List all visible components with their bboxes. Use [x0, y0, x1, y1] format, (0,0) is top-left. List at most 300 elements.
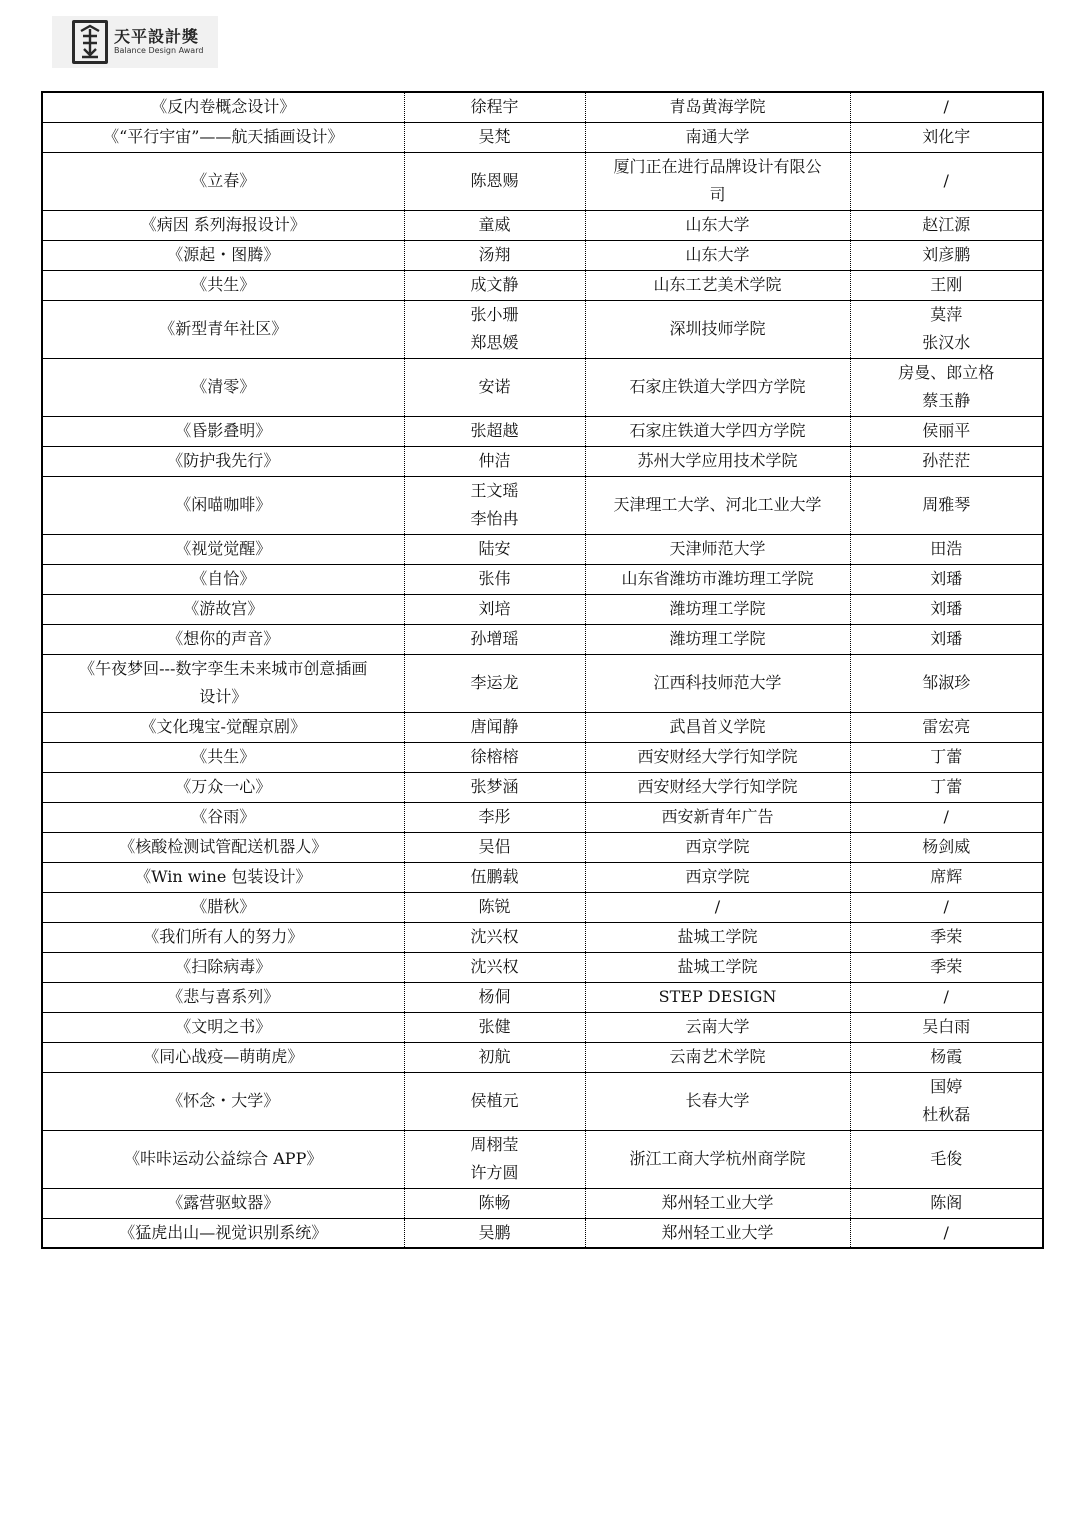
cell-advisors: [850, 1042, 1043, 1072]
school-text: 深圳技师学院: [669, 319, 766, 338]
work-text: 《新型青年社区》: [159, 319, 288, 338]
school-text: 西京学院: [685, 867, 750, 886]
work-text: 《文化瑰宝-觉醒京剧》: [140, 717, 306, 736]
advisors-text: 周雅琴: [922, 495, 971, 514]
cell-school: [585, 240, 850, 270]
table-row: [42, 712, 1043, 742]
advisors-text: 季荣: [930, 957, 963, 976]
table-row: [42, 358, 1043, 416]
authors-text: 陆安: [478, 539, 511, 558]
cell-school: [585, 1042, 850, 1072]
school-text: 厦门正在进行品牌设计有限公: [613, 157, 822, 176]
authors-text: 许方圆: [470, 1163, 519, 1182]
table-row: [42, 1042, 1043, 1072]
cell-authors: [404, 534, 585, 564]
cell-authors: [404, 240, 585, 270]
table-row: [42, 1072, 1043, 1130]
authors-text: 郑思媛: [470, 333, 519, 352]
cell-authors: [404, 1218, 585, 1248]
cell-school: [585, 92, 850, 122]
advisors-text: 刘璠: [930, 599, 963, 618]
work-text: 《想你的声音》: [167, 629, 280, 648]
cell-school: [585, 1218, 850, 1248]
advisors-text: 刘化宇: [922, 127, 971, 146]
cell-authors: [404, 594, 585, 624]
advisors-text: 刘璠: [930, 569, 963, 588]
school-text: 浙江工商大学杭州商学院: [629, 1149, 806, 1168]
advisors-text: 刘彦鹏: [922, 245, 971, 264]
cell-authors: [404, 564, 585, 594]
authors-text: 徐程宇: [470, 97, 519, 117]
authors-text: 侯植元: [470, 1091, 519, 1110]
work-text: 《猛虎出山—视觉识别系统》: [119, 1222, 328, 1242]
cell-work: [42, 1042, 404, 1072]
school-text: 长春大学: [685, 1091, 750, 1110]
work-text: 《反内卷概念设计》: [151, 97, 296, 117]
cell-authors: [404, 922, 585, 952]
cell-school: [585, 712, 850, 742]
cell-advisors: [850, 300, 1043, 358]
advisors-text: 邹淑珍: [922, 673, 971, 692]
authors-text: 刘培: [478, 599, 511, 618]
cell-advisors: [850, 982, 1043, 1012]
cell-advisors: [850, 1072, 1043, 1130]
table-row: [42, 982, 1043, 1012]
table-row: [42, 240, 1043, 270]
cell-school: [585, 152, 850, 210]
authors-text: 吴鹏: [478, 1222, 511, 1242]
authors-text: 张超越: [470, 421, 519, 440]
cell-school: [585, 534, 850, 564]
cell-work: [42, 1188, 404, 1218]
cell-work: [42, 982, 404, 1012]
authors-text: 唐闻静: [470, 717, 519, 736]
table-row: [42, 1012, 1043, 1042]
advisors-text: 丁蕾: [930, 747, 963, 766]
cell-advisors: [850, 1130, 1043, 1188]
table-row: [42, 802, 1043, 832]
table-row: [42, 862, 1043, 892]
cell-authors: [404, 982, 585, 1012]
cell-work: [42, 742, 404, 772]
work-text: 设计》: [199, 687, 248, 706]
cell-authors: [404, 1042, 585, 1072]
table-row: [42, 210, 1043, 240]
work-text: 《文明之书》: [175, 1017, 272, 1036]
advisors-text: 丁蕾: [930, 777, 963, 796]
cell-advisors: [850, 594, 1043, 624]
cell-work: [42, 270, 404, 300]
table-row: [42, 300, 1043, 358]
cell-work: [42, 654, 404, 712]
advisors-text: 张汉水: [922, 333, 971, 352]
table-row: [42, 92, 1043, 122]
authors-text: 安诺: [478, 377, 511, 396]
cell-advisors: [850, 712, 1043, 742]
table-row: [42, 534, 1043, 564]
school-text: 石家庄铁道大学四方学院: [629, 421, 806, 440]
cell-school: [585, 922, 850, 952]
cell-authors: [404, 624, 585, 654]
cell-work: [42, 416, 404, 446]
cell-school: [585, 564, 850, 594]
authors-text: 李彤: [478, 807, 511, 826]
cell-advisors: [850, 210, 1043, 240]
cell-school: [585, 594, 850, 624]
work-text: 《扫除病毒》: [175, 957, 272, 976]
authors-text: 童威: [478, 215, 511, 234]
cell-advisors: [850, 446, 1043, 476]
work-text: 《Win wine 包装设计》: [135, 867, 312, 886]
cell-authors: [404, 358, 585, 416]
school-text: 潍坊理工学院: [669, 599, 766, 618]
table-row: [42, 446, 1043, 476]
cell-school: [585, 1072, 850, 1130]
school-text: 石家庄铁道大学四方学院: [629, 377, 806, 396]
work-text: 《悲与喜系列》: [167, 987, 280, 1006]
cell-work: [42, 1218, 404, 1248]
advisors-text: 国婷: [930, 1077, 963, 1096]
authors-text: 沈兴权: [470, 927, 519, 946]
school-text: 盐城工学院: [677, 957, 758, 976]
cell-work: [42, 952, 404, 982]
cell-school: [585, 358, 850, 416]
authors-text: 张健: [478, 1017, 511, 1036]
cell-authors: [404, 300, 585, 358]
cell-authors: [404, 1072, 585, 1130]
table-row: [42, 122, 1043, 152]
advisors-text: /: [943, 1222, 949, 1242]
cell-advisors: [850, 152, 1043, 210]
cell-authors: [404, 416, 585, 446]
authors-text: 仲洁: [478, 451, 511, 470]
table-row: [42, 654, 1043, 712]
advisors-text: 侯丽平: [922, 421, 971, 440]
cell-work: [42, 152, 404, 210]
awards-table-body: [42, 92, 1043, 1248]
work-text: 《共生》: [191, 747, 256, 766]
authors-text: 李怡冉: [470, 509, 519, 528]
authors-text: 初航: [478, 1047, 511, 1066]
work-text: 《露营驱蚊器》: [167, 1193, 280, 1212]
cell-advisors: [850, 832, 1043, 862]
cell-school: [585, 802, 850, 832]
cell-authors: [404, 476, 585, 534]
advisors-text: /: [943, 97, 949, 117]
cell-advisors: [850, 772, 1043, 802]
cell-authors: [404, 712, 585, 742]
authors-text: 张小珊: [470, 305, 519, 324]
cell-work: [42, 210, 404, 240]
school-text: 西安新青年广告: [661, 807, 774, 826]
cell-authors: [404, 654, 585, 712]
advisors-text: 田浩: [930, 539, 963, 558]
logo-title: 天平設計獎: [114, 27, 200, 46]
school-text: 西安财经大学行知学院: [637, 777, 798, 796]
authors-text: 张伟: [478, 569, 511, 588]
work-text: 《核酸检测试管配送机器人》: [119, 837, 328, 856]
cell-school: [585, 892, 850, 922]
cell-work: [42, 446, 404, 476]
cell-work: [42, 922, 404, 952]
cell-advisors: [850, 624, 1043, 654]
work-text: 《同心战疫—萌萌虎》: [143, 1047, 304, 1066]
authors-text: 汤翔: [478, 245, 511, 264]
cell-advisors: [850, 952, 1043, 982]
school-text: 潍坊理工学院: [669, 629, 766, 648]
cell-school: [585, 210, 850, 240]
advisors-text: 席辉: [930, 867, 963, 886]
authors-text: 吴梵: [478, 127, 511, 146]
advisors-text: /: [943, 171, 949, 190]
table-row: [42, 476, 1043, 534]
advisors-text: 孙茫茫: [922, 451, 971, 470]
cell-work: [42, 624, 404, 654]
advisors-text: 刘璠: [930, 629, 963, 648]
balance-logo-icon: [72, 20, 108, 64]
school-text: 郑州轻工业大学: [661, 1193, 774, 1212]
cell-work: [42, 240, 404, 270]
table-row: [42, 952, 1043, 982]
cell-work: [42, 594, 404, 624]
logo-subtitle: Balance Design Award: [114, 46, 204, 55]
school-text: 西安财经大学行知学院: [637, 747, 798, 766]
advisors-text: 蔡玉静: [922, 391, 971, 410]
awards-table: [41, 91, 1044, 1249]
work-text: 《视觉觉醒》: [175, 539, 272, 558]
advisors-text: /: [943, 807, 949, 826]
cell-authors: [404, 92, 585, 122]
cell-school: [585, 624, 850, 654]
cell-work: [42, 802, 404, 832]
cell-school: [585, 476, 850, 534]
authors-text: 陈畅: [478, 1193, 511, 1212]
work-text: 《腊秋》: [191, 897, 256, 916]
school-text: 天津理工大学、河北工业大学: [613, 495, 822, 514]
table-row: [42, 564, 1043, 594]
cell-school: [585, 742, 850, 772]
authors-text: 吴侣: [478, 837, 511, 856]
work-text: 《谷雨》: [191, 807, 256, 826]
cell-advisors: [850, 742, 1043, 772]
school-text: /: [714, 897, 721, 916]
table-row: [42, 922, 1043, 952]
cell-school: [585, 416, 850, 446]
cell-work: [42, 832, 404, 862]
cell-authors: [404, 1188, 585, 1218]
work-text: 《病因 系列海报设计》: [140, 215, 306, 234]
cell-school: [585, 832, 850, 862]
school-text: 云南艺术学院: [669, 1047, 766, 1066]
work-text: 《共生》: [191, 275, 256, 294]
cell-work: [42, 862, 404, 892]
cell-work: [42, 300, 404, 358]
table-row: [42, 270, 1043, 300]
table-row: [42, 832, 1043, 862]
cell-advisors: [850, 862, 1043, 892]
work-text: 《防护我先行》: [167, 451, 280, 470]
cell-authors: [404, 832, 585, 862]
cell-work: [42, 476, 404, 534]
advisors-text: 陈阁: [930, 1193, 963, 1212]
school-text: 武昌首义学院: [669, 717, 766, 736]
cell-school: [585, 446, 850, 476]
authors-text: 张梦涵: [470, 777, 519, 796]
cell-authors: [404, 1130, 585, 1188]
authors-text: 王文瑶: [470, 481, 519, 500]
school-text: 青岛黄海学院: [669, 97, 766, 117]
advisors-text: 莫萍: [930, 305, 963, 324]
cell-authors: [404, 152, 585, 210]
cell-school: [585, 122, 850, 152]
advisors-text: 王刚: [930, 275, 963, 294]
cell-authors: [404, 122, 585, 152]
cell-work: [42, 358, 404, 416]
cell-advisors: [850, 892, 1043, 922]
work-text: 《午夜梦回---数字孪生未来城市创意插画: [79, 659, 368, 678]
work-text: 《昏影叠明》: [175, 421, 272, 440]
school-text: 郑州轻工业大学: [661, 1222, 774, 1242]
advisors-text: 杜秋磊: [922, 1105, 971, 1124]
cell-advisors: [850, 1012, 1043, 1042]
cell-work: [42, 1130, 404, 1188]
authors-text: 伍鹏载: [470, 867, 519, 886]
school-text: 山东大学: [685, 245, 750, 264]
cell-authors: [404, 270, 585, 300]
school-text: 司: [709, 185, 726, 204]
advisors-text: 吴白雨: [922, 1017, 971, 1036]
cell-work: [42, 892, 404, 922]
school-text: STEP DESIGN: [658, 987, 777, 1006]
table-row: [42, 624, 1043, 654]
school-text: 云南大学: [685, 1017, 750, 1036]
cell-authors: [404, 1012, 585, 1042]
cell-work: [42, 1012, 404, 1042]
advisors-text: 毛俊: [930, 1149, 963, 1168]
work-text: 《源起・图腾》: [167, 245, 280, 264]
cell-advisors: [850, 476, 1043, 534]
table-row: [42, 594, 1043, 624]
cell-work: [42, 92, 404, 122]
cell-advisors: [850, 122, 1043, 152]
cell-school: [585, 654, 850, 712]
cell-authors: [404, 742, 585, 772]
cell-school: [585, 270, 850, 300]
cell-advisors: [850, 1218, 1043, 1248]
authors-text: 杨侗: [478, 987, 511, 1006]
cell-authors: [404, 952, 585, 982]
school-text: 西京学院: [685, 837, 750, 856]
cell-school: [585, 1130, 850, 1188]
advisors-text: 赵江源: [922, 215, 971, 234]
cell-work: [42, 1072, 404, 1130]
school-text: 山东省潍坊市潍坊理工学院: [621, 569, 814, 588]
work-text: 《闲喵咖啡》: [175, 495, 272, 514]
work-text: 《万众一心》: [175, 777, 272, 796]
authors-text: 沈兴权: [470, 957, 519, 976]
work-text: 《我们所有人的努力》: [143, 927, 304, 946]
cell-school: [585, 952, 850, 982]
table-row: [42, 416, 1043, 446]
advisors-text: 房曼、郎立格: [898, 363, 995, 382]
cell-school: [585, 1012, 850, 1042]
cell-advisors: [850, 92, 1043, 122]
work-text: 《自恰》: [191, 569, 256, 588]
authors-text: 周栩莹: [470, 1135, 519, 1154]
work-text: 《清零》: [191, 377, 256, 396]
advisors-text: 杨霞: [930, 1047, 963, 1066]
school-text: 山东工艺美术学院: [653, 275, 782, 294]
cell-advisors: [850, 564, 1043, 594]
cell-authors: [404, 802, 585, 832]
work-text: 《咔咔运动公益综合 APP》: [124, 1149, 323, 1168]
work-text: 《“平行宇宙”——航天插画设计》: [103, 127, 344, 146]
table-row: [42, 742, 1043, 772]
table-row: [42, 1130, 1043, 1188]
table-row: [42, 1188, 1043, 1218]
table-row: [42, 152, 1043, 210]
school-text: 山东大学: [685, 215, 750, 234]
advisors-text: 杨剑威: [922, 837, 971, 856]
cell-authors: [404, 862, 585, 892]
school-text: 天津师范大学: [669, 539, 766, 558]
cell-work: [42, 534, 404, 564]
cell-school: [585, 1188, 850, 1218]
school-text: 苏州大学应用技术学院: [637, 451, 798, 470]
cell-work: [42, 564, 404, 594]
cell-authors: [404, 892, 585, 922]
cell-advisors: [850, 416, 1043, 446]
cell-advisors: [850, 358, 1043, 416]
cell-advisors: [850, 240, 1043, 270]
cell-work: [42, 712, 404, 742]
cell-advisors: [850, 1188, 1043, 1218]
logo: [52, 16, 218, 68]
cell-advisors: [850, 270, 1043, 300]
authors-text: 孙增瑶: [470, 629, 519, 648]
table-row: [42, 772, 1043, 802]
authors-text: 徐榕榕: [470, 747, 519, 766]
authors-text: 陈锐: [478, 897, 511, 916]
authors-text: 陈恩赐: [470, 171, 519, 190]
cell-work: [42, 122, 404, 152]
cell-school: [585, 982, 850, 1012]
cell-authors: [404, 772, 585, 802]
work-text: 《立春》: [191, 171, 256, 190]
school-text: 江西科技师范大学: [653, 673, 782, 692]
cell-school: [585, 862, 850, 892]
cell-advisors: [850, 802, 1043, 832]
cell-authors: [404, 446, 585, 476]
advisors-text: /: [943, 897, 949, 916]
authors-text: 成文静: [470, 275, 519, 294]
school-text: 南通大学: [685, 127, 750, 146]
cell-advisors: [850, 922, 1043, 952]
work-text: 《游故宫》: [183, 599, 264, 618]
cell-school: [585, 772, 850, 802]
table-row: [42, 1218, 1043, 1248]
cell-advisors: [850, 654, 1043, 712]
cell-work: [42, 772, 404, 802]
work-text: 《怀念・大学》: [167, 1091, 280, 1110]
authors-text: 李运龙: [470, 673, 519, 692]
advisors-text: /: [943, 987, 949, 1006]
cell-school: [585, 300, 850, 358]
cell-authors: [404, 210, 585, 240]
advisors-text: 雷宏亮: [922, 717, 971, 736]
school-text: 盐城工学院: [677, 927, 758, 946]
advisors-text: 季荣: [930, 927, 963, 946]
